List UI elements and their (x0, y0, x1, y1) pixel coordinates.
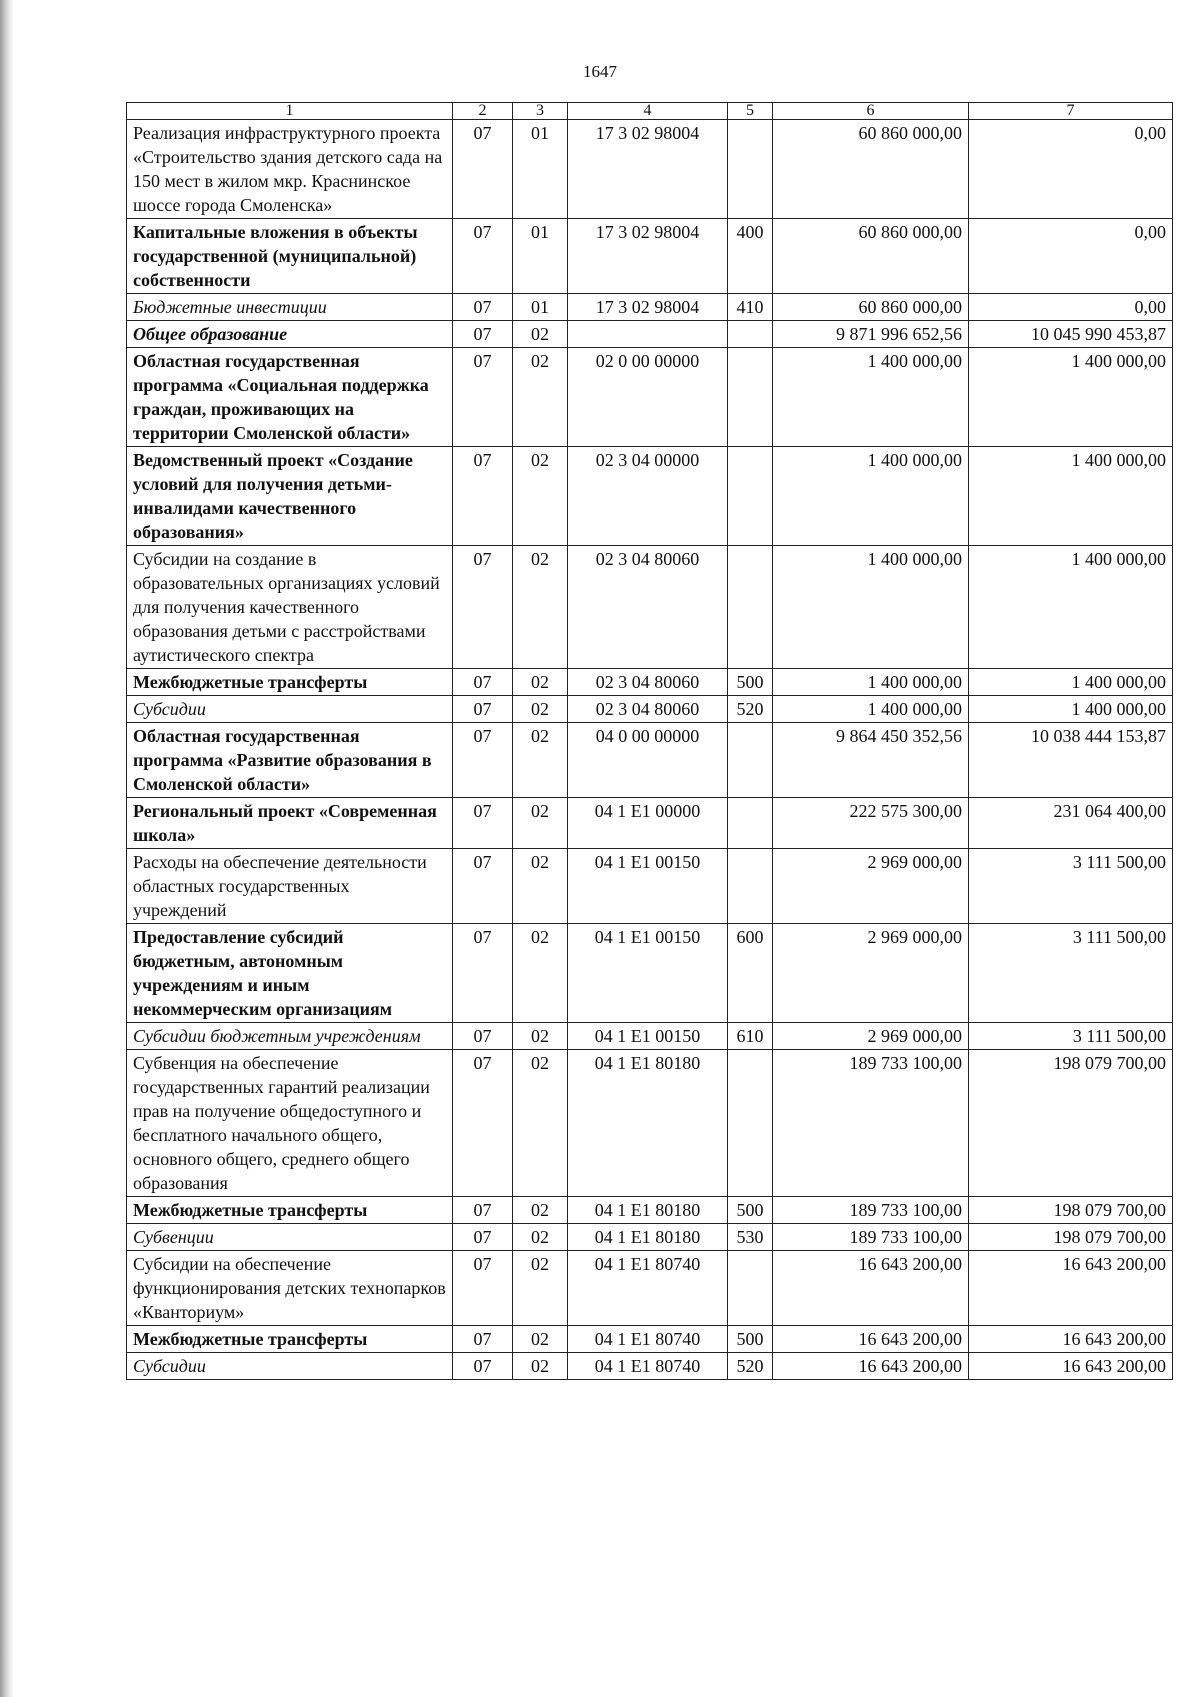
section-code: 07 (453, 669, 513, 696)
amount-year-1: 2 969 000,00 (773, 849, 969, 924)
table-row (127, 447, 1173, 546)
target-article-code: 04 1 E1 80740 (568, 1326, 728, 1353)
amount-year-2: 0,00 (969, 120, 1173, 219)
section-code: 07 (453, 294, 513, 321)
section-code: 07 (453, 1023, 513, 1050)
amount-year-1: 60 860 000,00 (773, 120, 969, 219)
amount-year-1: 1 400 000,00 (773, 348, 969, 447)
target-article-code: 17 3 02 98004 (568, 120, 728, 219)
item-name: Общее образование (127, 321, 453, 348)
target-article-code: 04 1 E1 00000 (568, 798, 728, 849)
subsection-code: 02 (513, 1251, 568, 1326)
subsection-code: 02 (513, 348, 568, 447)
expense-type-code (728, 723, 773, 798)
expense-type-code (728, 546, 773, 669)
table-row (127, 348, 1173, 447)
subsection-code: 02 (513, 1224, 568, 1251)
item-name: Субсидии на создание в образовательных организациях условий для получения качественного образования детьми с расстройствами аутистического спектра (127, 546, 453, 669)
expense-type-code (728, 1251, 773, 1326)
section-code: 07 (453, 1197, 513, 1224)
target-article-code: 04 1 E1 80180 (568, 1224, 728, 1251)
expense-type-code: 530 (728, 1224, 773, 1251)
amount-year-1: 60 860 000,00 (773, 219, 969, 294)
section-code: 07 (453, 447, 513, 546)
amount-year-1: 9 864 450 352,56 (773, 723, 969, 798)
item-name: Капитальные вложения в объекты государственной (муниципальной) собственности (127, 219, 453, 294)
target-article-code: 02 0 00 00000 (568, 348, 728, 447)
section-code: 07 (453, 924, 513, 1023)
scan-edge (0, 0, 14, 1697)
table-row (127, 546, 1173, 669)
target-article-code: 17 3 02 98004 (568, 294, 728, 321)
subsection-code: 02 (513, 1023, 568, 1050)
expense-type-code (728, 1050, 773, 1197)
item-name: Предоставление субсидий бюджетным, автономным учреждениям и иным некоммерческим организациям (127, 924, 453, 1023)
amount-year-2: 10 038 444 153,87 (969, 723, 1173, 798)
expense-type-code: 500 (728, 669, 773, 696)
expense-type-code (728, 321, 773, 348)
amount-year-2: 16 643 200,00 (969, 1326, 1173, 1353)
item-name: Областная государственная программа «Развитие образования в Смоленской области» (127, 723, 453, 798)
table-row (127, 1050, 1173, 1197)
amount-year-2: 1 400 000,00 (969, 696, 1173, 723)
table-row (127, 696, 1173, 723)
target-article-code: 02 3 04 80060 (568, 696, 728, 723)
expense-type-code: 520 (728, 696, 773, 723)
table-row (127, 798, 1173, 849)
target-article-code: 04 0 00 00000 (568, 723, 728, 798)
amount-year-1: 1 400 000,00 (773, 546, 969, 669)
amount-year-2: 16 643 200,00 (969, 1251, 1173, 1326)
subsection-code: 02 (513, 798, 568, 849)
column-header: 5 (728, 103, 773, 120)
column-header: 2 (453, 103, 513, 120)
section-code: 07 (453, 849, 513, 924)
section-code: 07 (453, 723, 513, 798)
subsection-code: 02 (513, 924, 568, 1023)
subsection-code: 02 (513, 669, 568, 696)
item-name: Субсидии (127, 696, 453, 723)
item-name: Субвенции (127, 1224, 453, 1251)
amount-year-2: 198 079 700,00 (969, 1224, 1173, 1251)
expense-type-code: 600 (728, 924, 773, 1023)
amount-year-2: 0,00 (969, 294, 1173, 321)
amount-year-2: 3 111 500,00 (969, 849, 1173, 924)
amount-year-2: 231 064 400,00 (969, 798, 1173, 849)
amount-year-1: 1 400 000,00 (773, 696, 969, 723)
table-row (127, 219, 1173, 294)
item-name: Расходы на обеспечение деятельности областных государственных учреждений (127, 849, 453, 924)
item-name: Субсидии на обеспечение функционирования детских технопарков «Кванториум» (127, 1251, 453, 1326)
table-body (127, 103, 1173, 1380)
table-row (127, 321, 1173, 348)
item-name: Реализация инфраструктурного проекта «Строительство здания детского сада на 150 мест в жилом мкр. Краснинское шоссе города Смоленска» (127, 120, 453, 219)
target-article-code: 04 1 E1 00150 (568, 924, 728, 1023)
table-row (127, 120, 1173, 219)
item-name: Субвенция на обеспечение государственных гарантий реализации прав на получение общедоступного и бесплатного начального общего, основного общего, среднего общего образования (127, 1050, 453, 1197)
section-code: 07 (453, 1224, 513, 1251)
item-name: Межбюджетные трансферты (127, 669, 453, 696)
target-article-code: 02 3 04 80060 (568, 669, 728, 696)
item-name: Региональный проект «Современная школа» (127, 798, 453, 849)
amount-year-2: 3 111 500,00 (969, 1023, 1173, 1050)
table-row (127, 1326, 1173, 1353)
amount-year-1: 189 733 100,00 (773, 1224, 969, 1251)
amount-year-1: 189 733 100,00 (773, 1050, 969, 1197)
table-row (127, 1197, 1173, 1224)
subsection-code: 02 (513, 1197, 568, 1224)
target-article-code: 02 3 04 80060 (568, 546, 728, 669)
target-article-code: 17 3 02 98004 (568, 219, 728, 294)
expense-type-code: 500 (728, 1197, 773, 1224)
target-article-code: 04 1 E1 00150 (568, 1023, 728, 1050)
amount-year-2: 198 079 700,00 (969, 1050, 1173, 1197)
column-number-row (127, 103, 1173, 120)
table-row (127, 1224, 1173, 1251)
amount-year-1: 1 400 000,00 (773, 669, 969, 696)
expense-type-code: 520 (728, 1353, 773, 1380)
expense-type-code: 500 (728, 1326, 773, 1353)
amount-year-2: 0,00 (969, 219, 1173, 294)
item-name: Субсидии бюджетным учреждениям (127, 1023, 453, 1050)
table-row (127, 669, 1173, 696)
amount-year-1: 1 400 000,00 (773, 447, 969, 546)
section-code: 07 (453, 1326, 513, 1353)
amount-year-1: 222 575 300,00 (773, 798, 969, 849)
column-header: 1 (127, 103, 453, 120)
subsection-code: 02 (513, 447, 568, 546)
amount-year-2: 10 045 990 453,87 (969, 321, 1173, 348)
page-number: 1647 (583, 62, 617, 81)
amount-year-2: 1 400 000,00 (969, 447, 1173, 546)
section-code: 07 (453, 348, 513, 447)
expense-type-code (728, 798, 773, 849)
amount-year-1: 9 871 996 652,56 (773, 321, 969, 348)
expense-type-code (728, 120, 773, 219)
expense-type-code: 400 (728, 219, 773, 294)
table-row (127, 924, 1173, 1023)
subsection-code: 02 (513, 1353, 568, 1380)
subsection-code: 01 (513, 294, 568, 321)
table-row (127, 294, 1173, 321)
target-article-code: 02 3 04 00000 (568, 447, 728, 546)
amount-year-1: 16 643 200,00 (773, 1251, 969, 1326)
expense-type-code (728, 447, 773, 546)
subsection-code: 02 (513, 321, 568, 348)
column-header: 6 (773, 103, 969, 120)
budget-table (126, 102, 1173, 1380)
subsection-code: 02 (513, 546, 568, 669)
expense-type-code: 410 (728, 294, 773, 321)
table-row (127, 723, 1173, 798)
item-name: Областная государственная программа «Социальная поддержка граждан, проживающих на территории Смоленской области» (127, 348, 453, 447)
target-article-code: 04 1 E1 80740 (568, 1353, 728, 1380)
subsection-code: 01 (513, 219, 568, 294)
item-name: Межбюджетные трансферты (127, 1326, 453, 1353)
section-code: 07 (453, 1251, 513, 1326)
table-row (127, 1353, 1173, 1380)
subsection-code: 02 (513, 696, 568, 723)
section-code: 07 (453, 546, 513, 669)
amount-year-2: 3 111 500,00 (969, 924, 1173, 1023)
section-code: 07 (453, 1353, 513, 1380)
column-header: 4 (568, 103, 728, 120)
target-article-code: 04 1 E1 80740 (568, 1251, 728, 1326)
section-code: 07 (453, 696, 513, 723)
amount-year-1: 60 860 000,00 (773, 294, 969, 321)
amount-year-1: 189 733 100,00 (773, 1197, 969, 1224)
expense-type-code: 610 (728, 1023, 773, 1050)
amount-year-2: 1 400 000,00 (969, 546, 1173, 669)
section-code: 07 (453, 798, 513, 849)
target-article-code: 04 1 E1 80180 (568, 1050, 728, 1197)
target-article-code: 04 1 E1 00150 (568, 849, 728, 924)
item-name: Межбюджетные трансферты (127, 1197, 453, 1224)
amount-year-2: 198 079 700,00 (969, 1197, 1173, 1224)
subsection-code: 02 (513, 1326, 568, 1353)
table-row (127, 1023, 1173, 1050)
amount-year-2: 1 400 000,00 (969, 348, 1173, 447)
table-row (127, 849, 1173, 924)
amount-year-1: 16 643 200,00 (773, 1326, 969, 1353)
amount-year-2: 1 400 000,00 (969, 669, 1173, 696)
table-row (127, 1251, 1173, 1326)
expense-type-code (728, 849, 773, 924)
subsection-code: 02 (513, 723, 568, 798)
section-code: 07 (453, 219, 513, 294)
amount-year-1: 2 969 000,00 (773, 1023, 969, 1050)
item-name: Ведомственный проект «Создание условий для получения детьми-инвалидами качественного образования» (127, 447, 453, 546)
target-article-code: 04 1 E1 80180 (568, 1197, 728, 1224)
expense-type-code (728, 348, 773, 447)
subsection-code: 02 (513, 849, 568, 924)
amount-year-1: 2 969 000,00 (773, 924, 969, 1023)
subsection-code: 02 (513, 1050, 568, 1197)
section-code: 07 (453, 321, 513, 348)
item-name: Субсидии (127, 1353, 453, 1380)
column-header: 3 (513, 103, 568, 120)
amount-year-2: 16 643 200,00 (969, 1353, 1173, 1380)
amount-year-1: 16 643 200,00 (773, 1353, 969, 1380)
section-code: 07 (453, 120, 513, 219)
section-code: 07 (453, 1050, 513, 1197)
column-header: 7 (969, 103, 1173, 120)
target-article-code (568, 321, 728, 348)
item-name: Бюджетные инвестиции (127, 294, 453, 321)
subsection-code: 01 (513, 120, 568, 219)
